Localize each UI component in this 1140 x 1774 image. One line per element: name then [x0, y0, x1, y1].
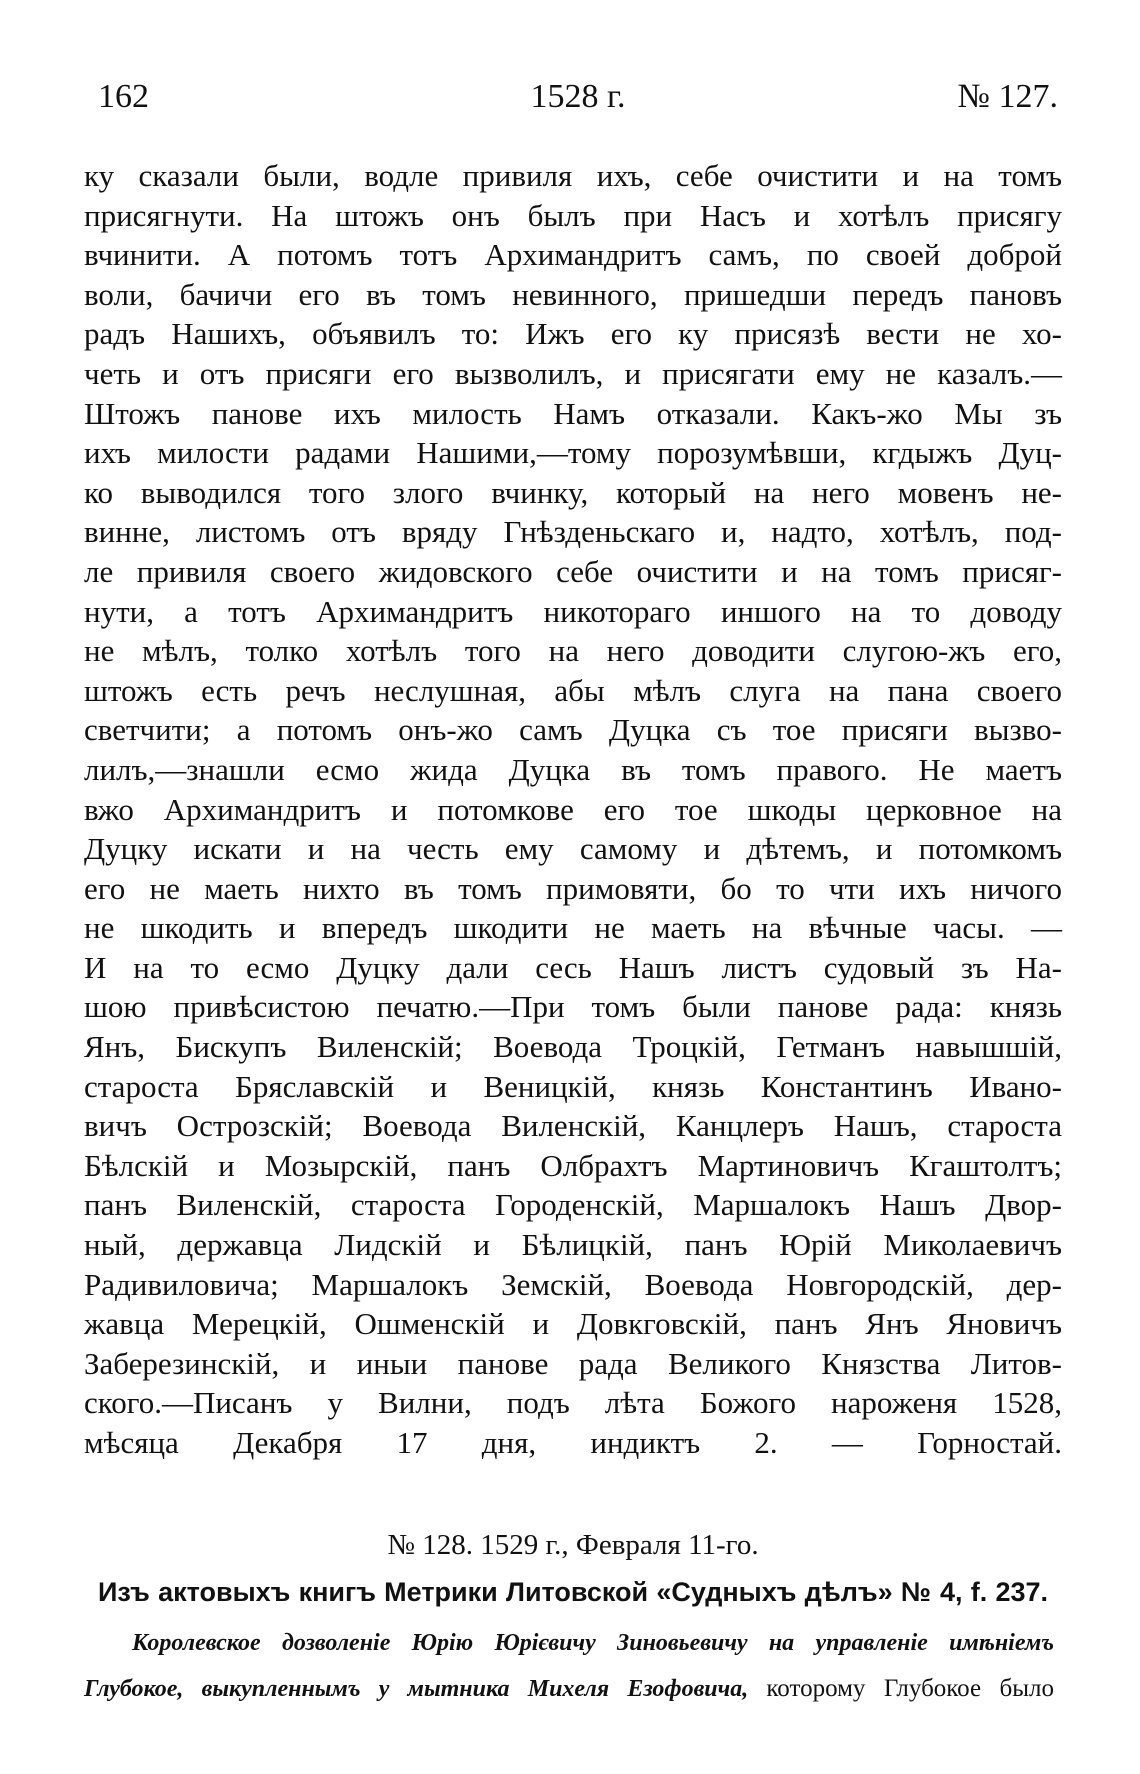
document-summary	[84, 1620, 1054, 1712]
text-line: Заберезинскій, и иныи панове рада Великого Князства Литов-	[84, 1345, 1062, 1381]
text-line: штожъ есть речъ неслушная, абы мѣлъ слуга на пана своего	[84, 672, 1062, 708]
summary-line	[84, 1666, 1054, 1712]
text-line: не шкодить и впередъ шкодити не маеть на вѣчные часы. —	[84, 910, 1062, 946]
text-line: присягнути. На штожъ онъ былъ при Насъ и хотѣлъ присягу	[84, 197, 1062, 233]
text-line: радъ Нашихъ, объявилъ то: Ижъ его ку присязѣ вести не хо-	[84, 316, 1062, 352]
text-line: нути, а тотъ Архимандритъ никотораго иншого на то доводу	[84, 593, 1062, 629]
text-line: воли, бачичи его въ томъ невинного, пришедши передъ пановъ	[84, 276, 1062, 312]
signature-line	[84, 1423, 1062, 1463]
text-line: староста Бряславскій и Веницкій, князь Константинъ Ивано-	[84, 1068, 1062, 1104]
text-line: шою привѣсистою печатю.—При томъ были панове рада: князь	[84, 989, 1062, 1025]
text-line: ку сказали были, водле привиля ихъ, себе очистити и на томъ	[84, 158, 1062, 193]
text-line: ный, державца Лидскій и Бѣлицкій, панъ Юрій Миколаевичъ	[84, 1227, 1062, 1263]
summary-regular-part: которому Глубокое было	[766, 1675, 1054, 1702]
text-line: ихъ милости радами Нашими,—тому порозумѣвши, кгдыжъ Дуц-	[84, 435, 1062, 471]
text-line: не мѣлъ, толко хотѣлъ того на него доводити слугою-жъ его,	[84, 633, 1062, 669]
text-line: светчити; а потомъ онъ-жо самъ Дуцка съ тое присяги вызво-	[84, 712, 1062, 748]
text-line: вжо Архимандритъ и потомкове его тое шкоды церковное на	[84, 791, 1062, 827]
text-line: ле привиля своего жидовского себе очистити и на томъ присяг-	[84, 553, 1062, 589]
page-header	[98, 78, 1058, 128]
text-line: Дуцку искати и на честь ему самому и дѣтемъ, и потомкомъ	[84, 831, 1062, 867]
signer-name: — Горностай.	[831, 1425, 1063, 1460]
text-line: вичъ Острозскій; Воевода Виленскій, Канцлеръ Нашъ, староста	[84, 1108, 1062, 1144]
text-line: его не маеть нихто въ томъ примовяти, бо то чти ихъ ничого	[84, 870, 1062, 906]
text-line: четь и отъ присяги его вызволилъ, и присягати ему не казалъ.—	[84, 355, 1062, 391]
text-line: И на то есмо Дуцку дали сесь Нашъ листъ судовый зъ На-	[84, 949, 1062, 985]
text-line: ко выводился того злого вчинку, который на него мовенъ не-	[84, 474, 1062, 510]
source-citation: Изъ актовыхъ книгъ Метрики Литовской «Судныхъ дѣлъ» № 4, f. 237.	[98, 1577, 1048, 1607]
text-line: панъ Виленскій, староста Городенскій, Маршалокъ Нашъ Двор-	[84, 1187, 1062, 1223]
header-doc-number: № 127.	[957, 78, 1058, 115]
text-line: винне, листомъ отъ вряду Гнѣзденьскаго и, надто, хотѣлъ, под-	[84, 514, 1062, 550]
date-text: мѣсяца Декабря 17 дня, индиктъ 2.	[84, 1425, 778, 1460]
text-line: Радивиловича; Маршалокъ Земскій, Воевода Новгородскій, дер-	[84, 1266, 1062, 1302]
text-line: жавца Мерецкій, Ошменскій и Довкговскій, панъ Янъ Яновичъ	[84, 1306, 1062, 1342]
text-line: Бѣлскій и Мозырскій, панъ Олбрахтъ Мартиновичъ Кгаштолтъ;	[84, 1147, 1062, 1183]
summary-italic-part: Глубокое, выкупленнымъ у мытника Михеля Езофовича,	[84, 1676, 749, 1702]
text-line: ского.—Писанъ у Вилни, подъ лѣта Божого нароженя 1528,	[84, 1385, 1062, 1421]
text-line: лилъ,—знашли есмо жида Дуцка въ томъ правого. Не маетъ	[84, 751, 1062, 787]
text-line: Янъ, Бискупъ Виленскій; Воевода Троцкій, Гетманъ навышшій,	[84, 1029, 1062, 1065]
next-document-heading: № 128. 1529 г., Февраля 11-го.	[387, 1529, 759, 1561]
text-line: Штожъ панове ихъ милость Намъ отказали. Какъ-жо Мы зъ	[84, 395, 1062, 431]
document-body	[84, 156, 1062, 1463]
summary-line: Королевское дозволеніе Юрію Юрієвичу Зиновьевичу на управленіе имѣніемъ	[132, 1630, 1054, 1656]
page-number: 162	[98, 78, 149, 115]
header-year: 1528 г.	[530, 78, 626, 115]
text-line: вчинити. А потомъ тотъ Архимандритъ самъ, по своей доброй	[84, 237, 1062, 273]
